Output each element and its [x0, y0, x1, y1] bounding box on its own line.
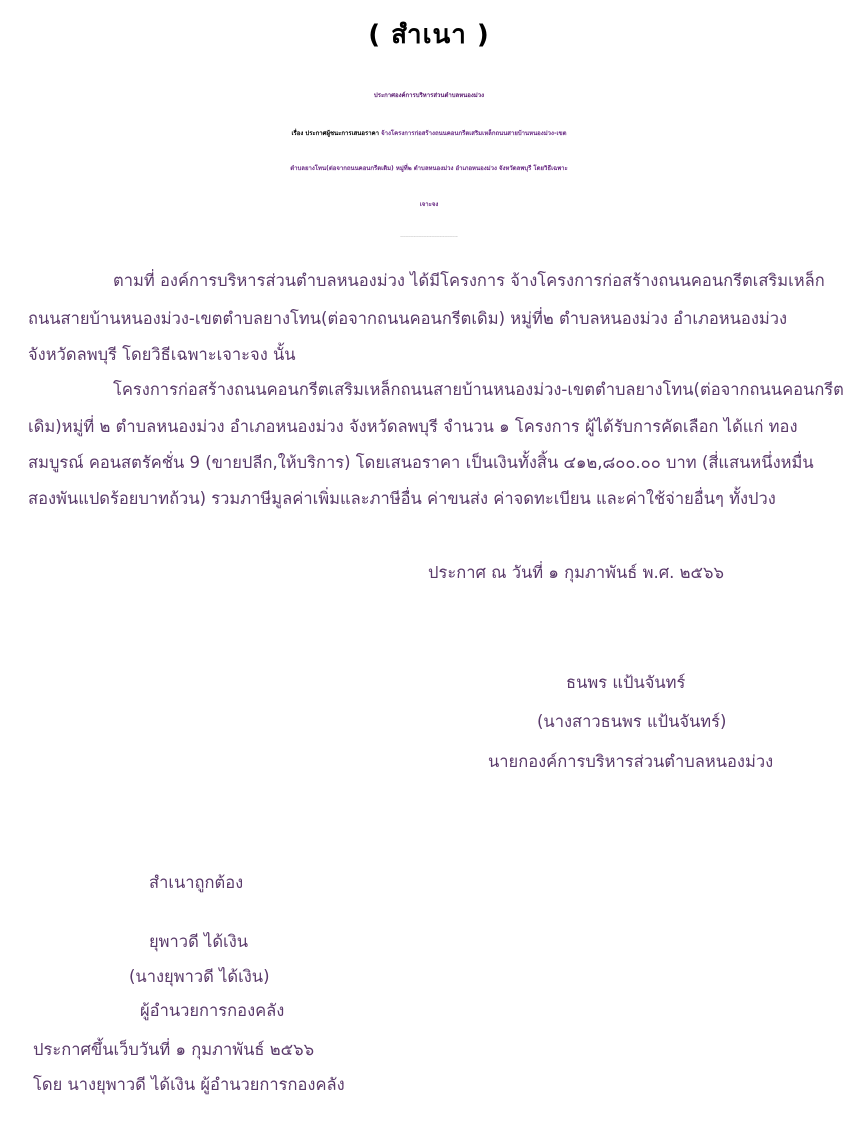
- paragraph-2-line-1: โครงการก่อสร้างถนนคอนกรีตเสริมเหล็กถนนสายบ้านหนองม่วง-เขตตำบลยางโทน(ต่อจากถนนคอนกรีต: [113, 380, 844, 399]
- paragraph-2-line-2: เดิม)หมู่ที่ ๒ ตำบลหนองม่วง อำเภอหนองม่วง จังหวัดลพบุรี จำนวน ๑ โครงการ ผู้ได้รับการคัดเลือก ได้แก่ ทอง: [28, 417, 798, 436]
- signer-name: ธนพร แป้นจันทร์: [566, 673, 686, 692]
- subject-title-part-1: จ้างโครงการก่อสร้างถนนคอนกรีตเสริมเหล็กถนนสายบ้านหนองม่วง-เขต: [381, 130, 567, 137]
- subject-title-part-3: เจาะจง: [419, 201, 439, 208]
- subject-prefix: เรื่อง ประกาศผู้ชนะการเสนอราคา: [291, 130, 379, 137]
- certified-copy-label: สำเนาถูกต้อง: [149, 873, 244, 892]
- certifier-full-name: (นางยุพาวดี ได้เงิน): [129, 967, 270, 986]
- copy-label: ( สำเนา ): [368, 20, 490, 50]
- paragraph-1-line-3: จังหวัดลพบุรี โดยวิธีเฉพาะเจาะจง นั้น: [28, 345, 296, 364]
- divider-line: --------------------------------------------------------------------------------: [400, 236, 458, 238]
- paragraph-1-line-1: ตามที่ องค์การบริหารส่วนตำบลหนองม่วง ได้มีโครงการ จ้างโครงการก่อสร้างถนนคอนกรีตเสริมเหล็ก: [113, 271, 825, 290]
- web-posted-date: ประกาศขึ้นเว็บวันที่ ๑ กุมภาพันธ์ ๒๕๖๖: [33, 1040, 315, 1059]
- subject-line-1: [0, 128, 858, 138]
- paragraph-2-line-4: สองพันแปดร้อยบาทถ้วน) รวมภาษีมูลค่าเพิ่มและภาษีอื่น ค่าขนส่ง ค่าจดทะเบียน และค่าใช้จ่ายอื่นๆ ทั้งปวง: [28, 489, 776, 508]
- signer-full-name: (นางสาวธนพร แป้นจันทร์): [537, 712, 727, 731]
- posted-by: โดย นางยุพาวดี ได้เงิน ผู้อำนวยการกองคลัง: [33, 1075, 345, 1094]
- signer-position: นายกองค์การบริหารส่วนตำบลหนองม่วง: [488, 752, 774, 771]
- certifier-name: ยุพาวดี ได้เงิน: [149, 932, 249, 951]
- paragraph-2-line-3: สมบูรณ์ คอนสตรัคชั่น 9 (ขายปลีก,ให้บริการ) โดยเสนอราคา เป็นเงินทั้งสิ้น ๔๑๒,๘๐๐.๐๐ บาท (สี่แสนหนึ่งหมื่น: [28, 453, 814, 472]
- paragraph-1-line-2: ถนนสายบ้านหนองม่วง-เขตตำบลยางโทน(ต่อจากถนนคอนกรีตเดิม) หมู่ที่๒ ตำบลหนองม่วง อำเภอหนองม่วง: [28, 309, 788, 328]
- certifier-position: ผู้อำนวยการกองคลัง: [140, 1001, 285, 1020]
- announcement-date: ประกาศ ณ วันที่ ๑ กุมภาพันธ์ พ.ศ. ๒๕๖๖: [428, 563, 724, 582]
- announcement-org-title: ประกาศองค์การบริหารส่วนตำบลหนองม่วง: [373, 92, 485, 99]
- subject-title-part-2: ตำบลยางโทน(ต่อจากถนนคอนกรีตเดิม) หมู่ที่๒ ตำบลหนองม่วง อำเภอหนองม่วง จังหวัดลพบุรี โดยวิธีเฉพาะ: [290, 165, 568, 172]
